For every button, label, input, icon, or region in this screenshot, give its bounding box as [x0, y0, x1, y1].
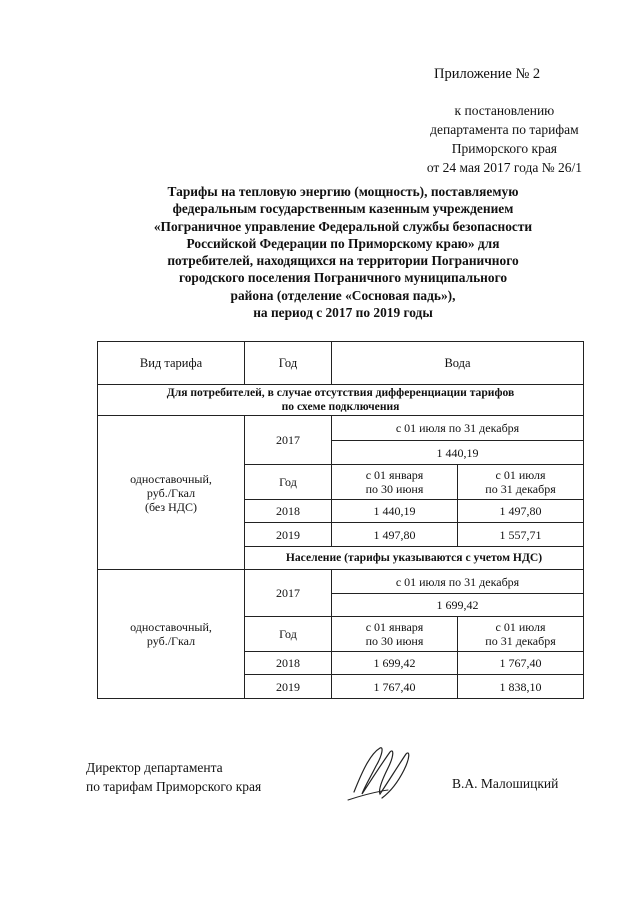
half-year-2-header	[458, 465, 584, 500]
reference-line: департамента по тарифам	[430, 122, 579, 137]
sub-year-label: Год	[245, 465, 332, 500]
signatory-title-line: по тарифам Приморского края	[86, 779, 262, 794]
reference-line: к постановлению	[454, 103, 555, 118]
appendix-number: Приложение № 2	[434, 66, 541, 82]
tariff-type-line: одноставочный,	[130, 620, 212, 634]
section-heading	[98, 385, 584, 416]
year-cell: 2017	[245, 416, 332, 465]
half-year-2-header	[458, 617, 584, 652]
tariff-type-line: руб./Гкал	[146, 485, 196, 500]
value-cell: 1 440,19	[332, 500, 458, 523]
half-year-line: с 01 января	[365, 620, 424, 634]
value-cell: 1 699,42	[332, 652, 458, 675]
tariff-type-line: (без НДС)	[144, 499, 197, 514]
title-line: Тарифы на тепловую энергию (мощность), поставляемую	[167, 184, 519, 199]
section-heading-line: Население (тарифы указываются с учетом НДС)	[285, 551, 543, 564]
value-cell: 1 557,71	[458, 523, 584, 547]
period-cell: с 01 июля по 31 декабря	[332, 416, 584, 441]
section-heading	[245, 547, 584, 570]
title-line: Российской Федерации по Приморскому краю» для	[186, 235, 500, 251]
half-year-line: с 01 июля	[495, 620, 546, 634]
tariff-type-cell	[98, 416, 245, 570]
half-year-line: с 01 января	[365, 468, 424, 482]
half-year-line: по 31 декабря	[485, 482, 556, 496]
year-cell: 2019	[245, 523, 332, 547]
half-year-1-header	[332, 465, 458, 500]
half-year-line: по 31 декабря	[485, 634, 556, 648]
resolution-reference	[427, 101, 582, 177]
section-heading-line: Для потребителей, в случае отсутствия дифференциации тарифов	[166, 386, 515, 399]
value-cell: 1 497,80	[458, 500, 584, 523]
half-year-line: по 30 июня	[365, 482, 424, 496]
reference-line: Приморского края	[451, 141, 558, 156]
year-cell: 2017	[245, 570, 332, 617]
signatory-title	[86, 758, 261, 796]
section-heading-row	[98, 385, 584, 416]
tariff-type-cell	[98, 570, 245, 699]
handwritten-signature	[340, 742, 420, 804]
tariff-type-line: руб./Гкал	[146, 634, 196, 648]
title-line: федеральным государственным казенным учреждением	[172, 201, 514, 217]
year-cell: 2018	[245, 652, 332, 675]
half-year-line: по 30 июня	[365, 634, 424, 648]
sub-year-label: Год	[245, 617, 332, 652]
signature-stroke	[354, 748, 409, 798]
tariff-table	[97, 341, 584, 699]
header-tariff-type: Вид тарифа	[98, 342, 245, 385]
table-row	[98, 416, 584, 441]
year-cell: 2019	[245, 675, 332, 699]
title-line: потребителей, находящихся на территории Пограничного	[167, 253, 519, 269]
period-cell: с 01 июля по 31 декабря	[332, 570, 584, 594]
signatory-title-line: Директор департамента	[86, 760, 223, 775]
value-cell: 1 767,40	[332, 675, 458, 699]
signatory-name: В.А. Малошицкий	[452, 776, 559, 791]
header-year: Год	[245, 342, 332, 385]
title-line: «Пограничное управление Федеральной службы безопасности	[153, 218, 533, 234]
year-cell: 2018	[245, 500, 332, 523]
value-cell: 1 699,42	[332, 594, 584, 617]
title-line: района (отделение «Сосновая падь»),	[230, 287, 456, 303]
title-line: на период с 2017 по 2019 годы	[253, 305, 433, 321]
value-cell: 1 767,40	[458, 652, 584, 675]
document-title	[100, 183, 586, 321]
half-year-1-header	[332, 617, 458, 652]
title-line: городского поселения Пограничного муниципального	[178, 270, 508, 286]
table-row	[98, 570, 584, 594]
header-water: Вода	[332, 342, 584, 385]
value-cell: 1 838,10	[458, 675, 584, 699]
value-cell: 1 440,19	[332, 441, 584, 465]
table-header-row	[98, 342, 584, 385]
half-year-line: с 01 июля	[495, 468, 546, 482]
tariff-type-line: одноставочный,	[130, 471, 212, 486]
value-cell: 1 497,80	[332, 523, 458, 547]
reference-line: от 24 мая 2017 года № 26/1	[426, 160, 582, 175]
section-heading-line: по схеме подключения	[281, 400, 400, 413]
